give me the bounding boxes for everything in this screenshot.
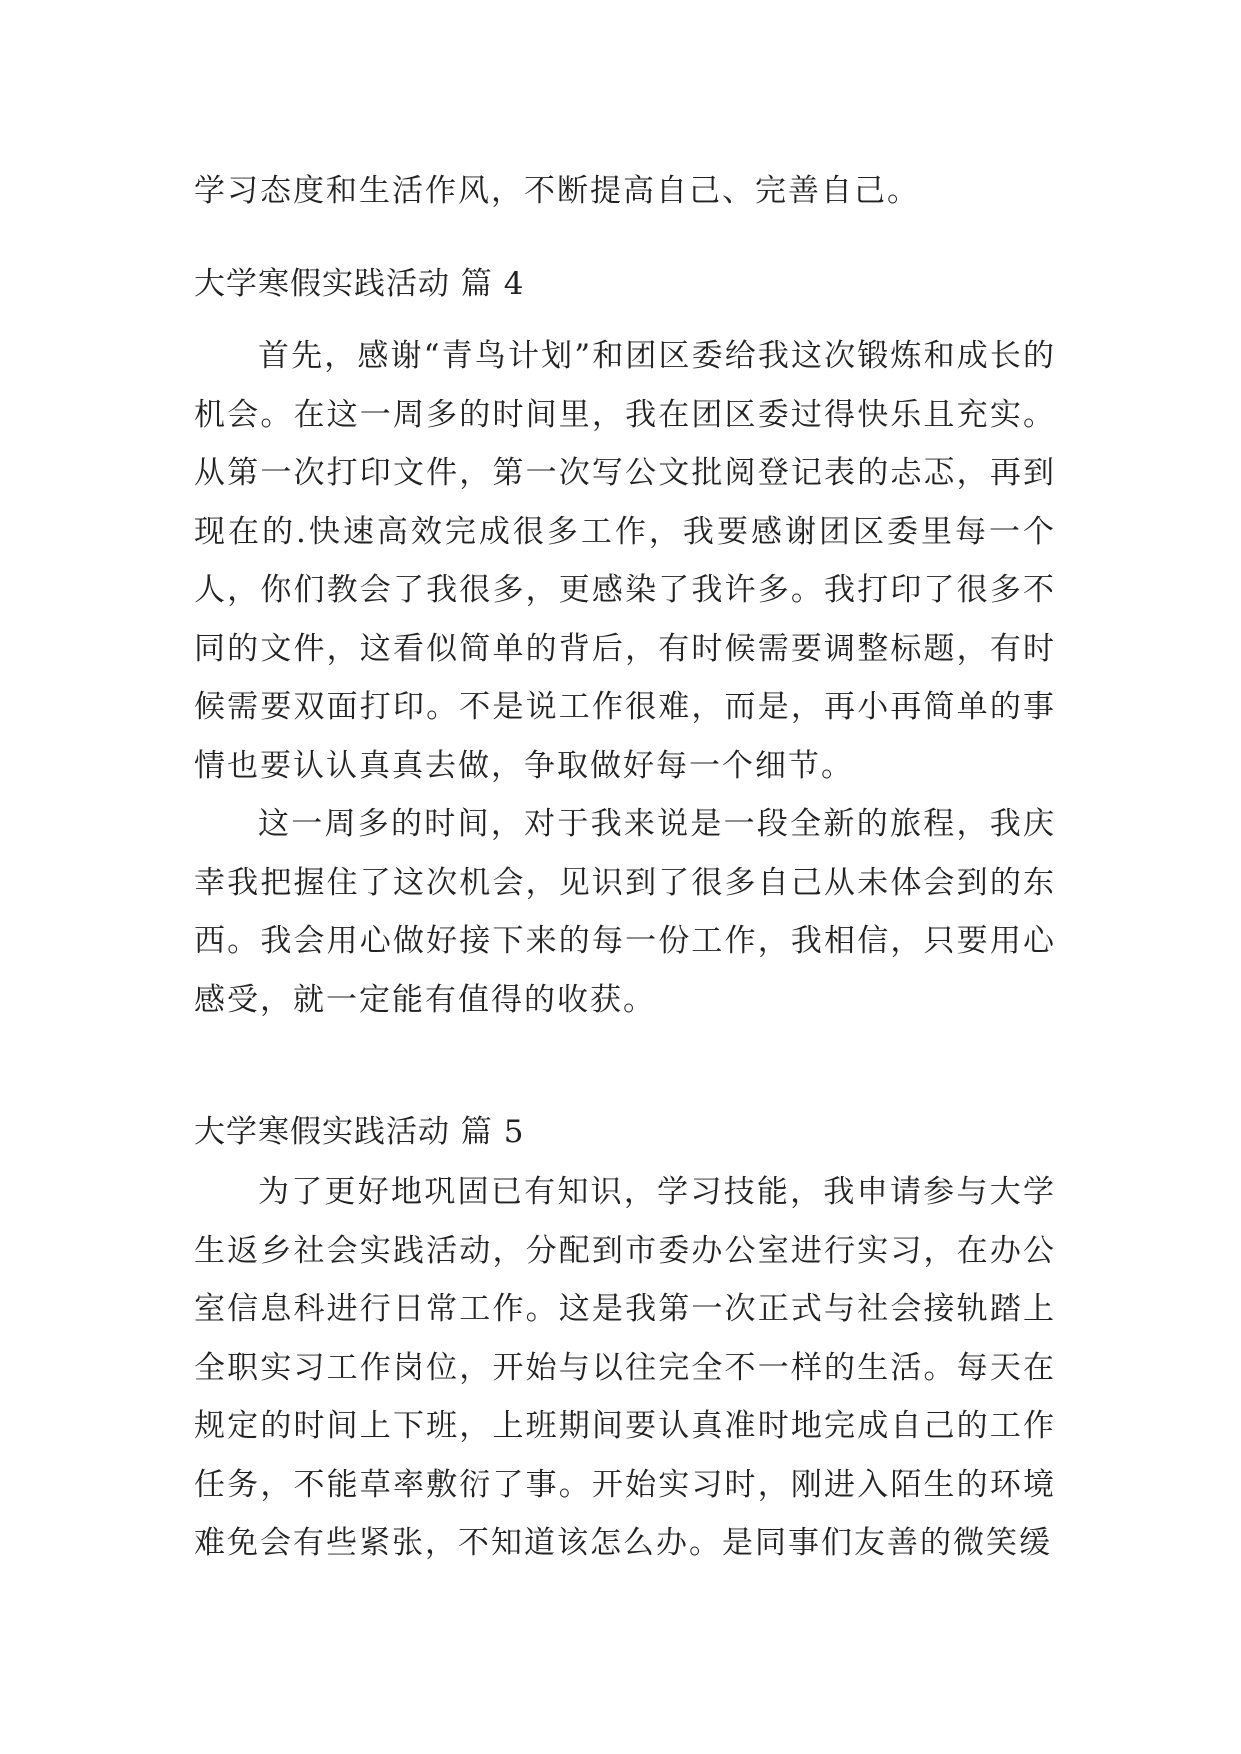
section-body-5 [194, 1163, 1056, 1573]
paragraph: 为了更好地巩固已有知识，学习技能，我申请参与大学生返乡社会实践活动，分配到市委办公室进行实习，在办公室信息科进行日常工作。这是我第一次正式与社会接轨踏上全职实习工作岗位，开始与以往完全不一样的生活。每天在规定的时间上下班，上班期间要认真准时地完成自己的工作任务，不能草率敷衍了事。开始实习时，刚进入陌生的环境难免会有些紧张，不知道该怎么办。是同事们友善的微笑缓 [194, 1174, 1056, 1561]
paragraph: 首先，感谢“青鸟计划”和团区委给我这次锻炼和成长的机会。在这一周多的时间里，我在团区委过得快乐且充实。从第一次打印文件，第一次写公文批阅登记表的忐忑，再到现在的.快速高效完成很多工作，我要感谢团区委里每一个人，你们教会了我很多，更感染了我许多。我打印了很多不同的文件，这看似简单的背后，有时候需要调整标题，有时候需要双面打印。不是说工作很难，而是，再小再简单的事情也要认认真真去做，争取做好每一个细节。 [194, 338, 1056, 784]
paragraph: 这一周多的时间，对于我来说是一段全新的旅程，我庆幸我把握住了这次机会，见识到了很多自己从未体会到的东西。我会用心做好接下来的每一份工作，我相信，只要用心感受，就一定能有值得的收获。 [194, 806, 1056, 1018]
section-heading-5: 大学寒假实践活动 篇 5 [194, 1114, 525, 1150]
intro-text: 学习态度和生活作风，不断提高自己、完善自己。 [194, 173, 920, 209]
intro-paragraph [194, 162, 1056, 221]
section-heading-4: 大学寒假实践活动 篇 4 [194, 266, 525, 302]
section-body-4 [194, 327, 1056, 1029]
